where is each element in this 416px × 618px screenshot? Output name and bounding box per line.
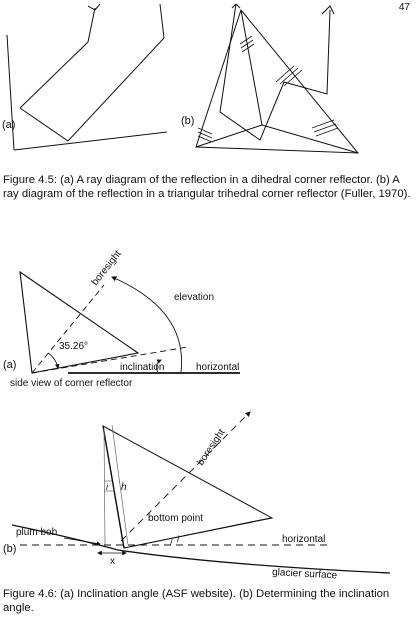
figure-4-5-diagram — [0, 0, 416, 170]
reflector-triangle — [103, 426, 272, 548]
figure-4-5-label-b: (b) — [181, 115, 195, 127]
figure-4-6a-diagram — [0, 250, 416, 400]
angle-arc-35 — [48, 353, 58, 368]
side-view-label: side view of corner reflector — [10, 378, 133, 389]
dihedral-reflector — [7, 4, 167, 150]
plum-bob-pointer — [64, 538, 100, 544]
boresight-line — [32, 285, 104, 373]
elevation-label: elevation — [174, 292, 215, 303]
i-label-left: i — [106, 482, 108, 492]
dihedral-incoming-ray-extension — [88, 8, 95, 42]
inclination-arc-b — [170, 539, 172, 545]
figure-4-6b-diagram — [0, 395, 416, 585]
dihedral-incoming-ray — [20, 42, 88, 108]
inclination-label: inclination — [120, 362, 165, 373]
figure-4-6-label-b: (b) — [3, 543, 17, 555]
bottom-point-label: bottom point — [148, 513, 204, 524]
dihedral-ray-tip-right — [160, 4, 164, 38]
trihedral-hatch-marks — [198, 36, 338, 142]
figure-4-5-label-a: (a) — [2, 119, 16, 131]
i-label-right: i — [177, 534, 179, 544]
horizontal-label-a: horizontal — [196, 362, 240, 373]
inclination-line — [32, 347, 188, 373]
horizontal-label-b: horizontal — [282, 534, 326, 545]
boresight-label-a: boresight — [89, 248, 124, 288]
corner-reflector-triangle — [20, 272, 138, 373]
figure-4-6-caption: Figure 4.6: (a) Inclination angle (ASF website). (b) Determining the inclination angle. — [3, 588, 390, 614]
trihedral-edge-top — [241, 10, 262, 125]
figure-4-6-label-a: (a) — [3, 359, 17, 371]
plum-bob-label: plum bob — [16, 527, 58, 538]
trihedral-edge-left — [196, 125, 262, 147]
dihedral-ray-tip-left — [88, 4, 100, 10]
glacier-surface-label: glacier surface — [271, 567, 338, 582]
dihedral-bottom-plate — [14, 132, 167, 150]
figure-4-5-caption: Figure 4.5: (a) A ray diagram of the reflection in a dihedral corner reflector. (b) A ray diagram of the reflection in a triangular trihedral corner reflector (Fuller, 1970). — [3, 174, 411, 200]
x-label: x — [110, 556, 115, 567]
boresight-label-b: boresight — [195, 427, 228, 468]
angle-label: 35.26° — [59, 341, 89, 352]
trihedral-edge-right — [262, 125, 358, 153]
h-label: h — [121, 482, 127, 493]
trihedral-reflector — [196, 4, 358, 153]
plum-bob-line — [104, 428, 105, 545]
dihedral-reflected-ray — [20, 38, 164, 141]
page-number: 47 — [398, 2, 410, 13]
dihedral-vertical-plate — [7, 35, 14, 150]
